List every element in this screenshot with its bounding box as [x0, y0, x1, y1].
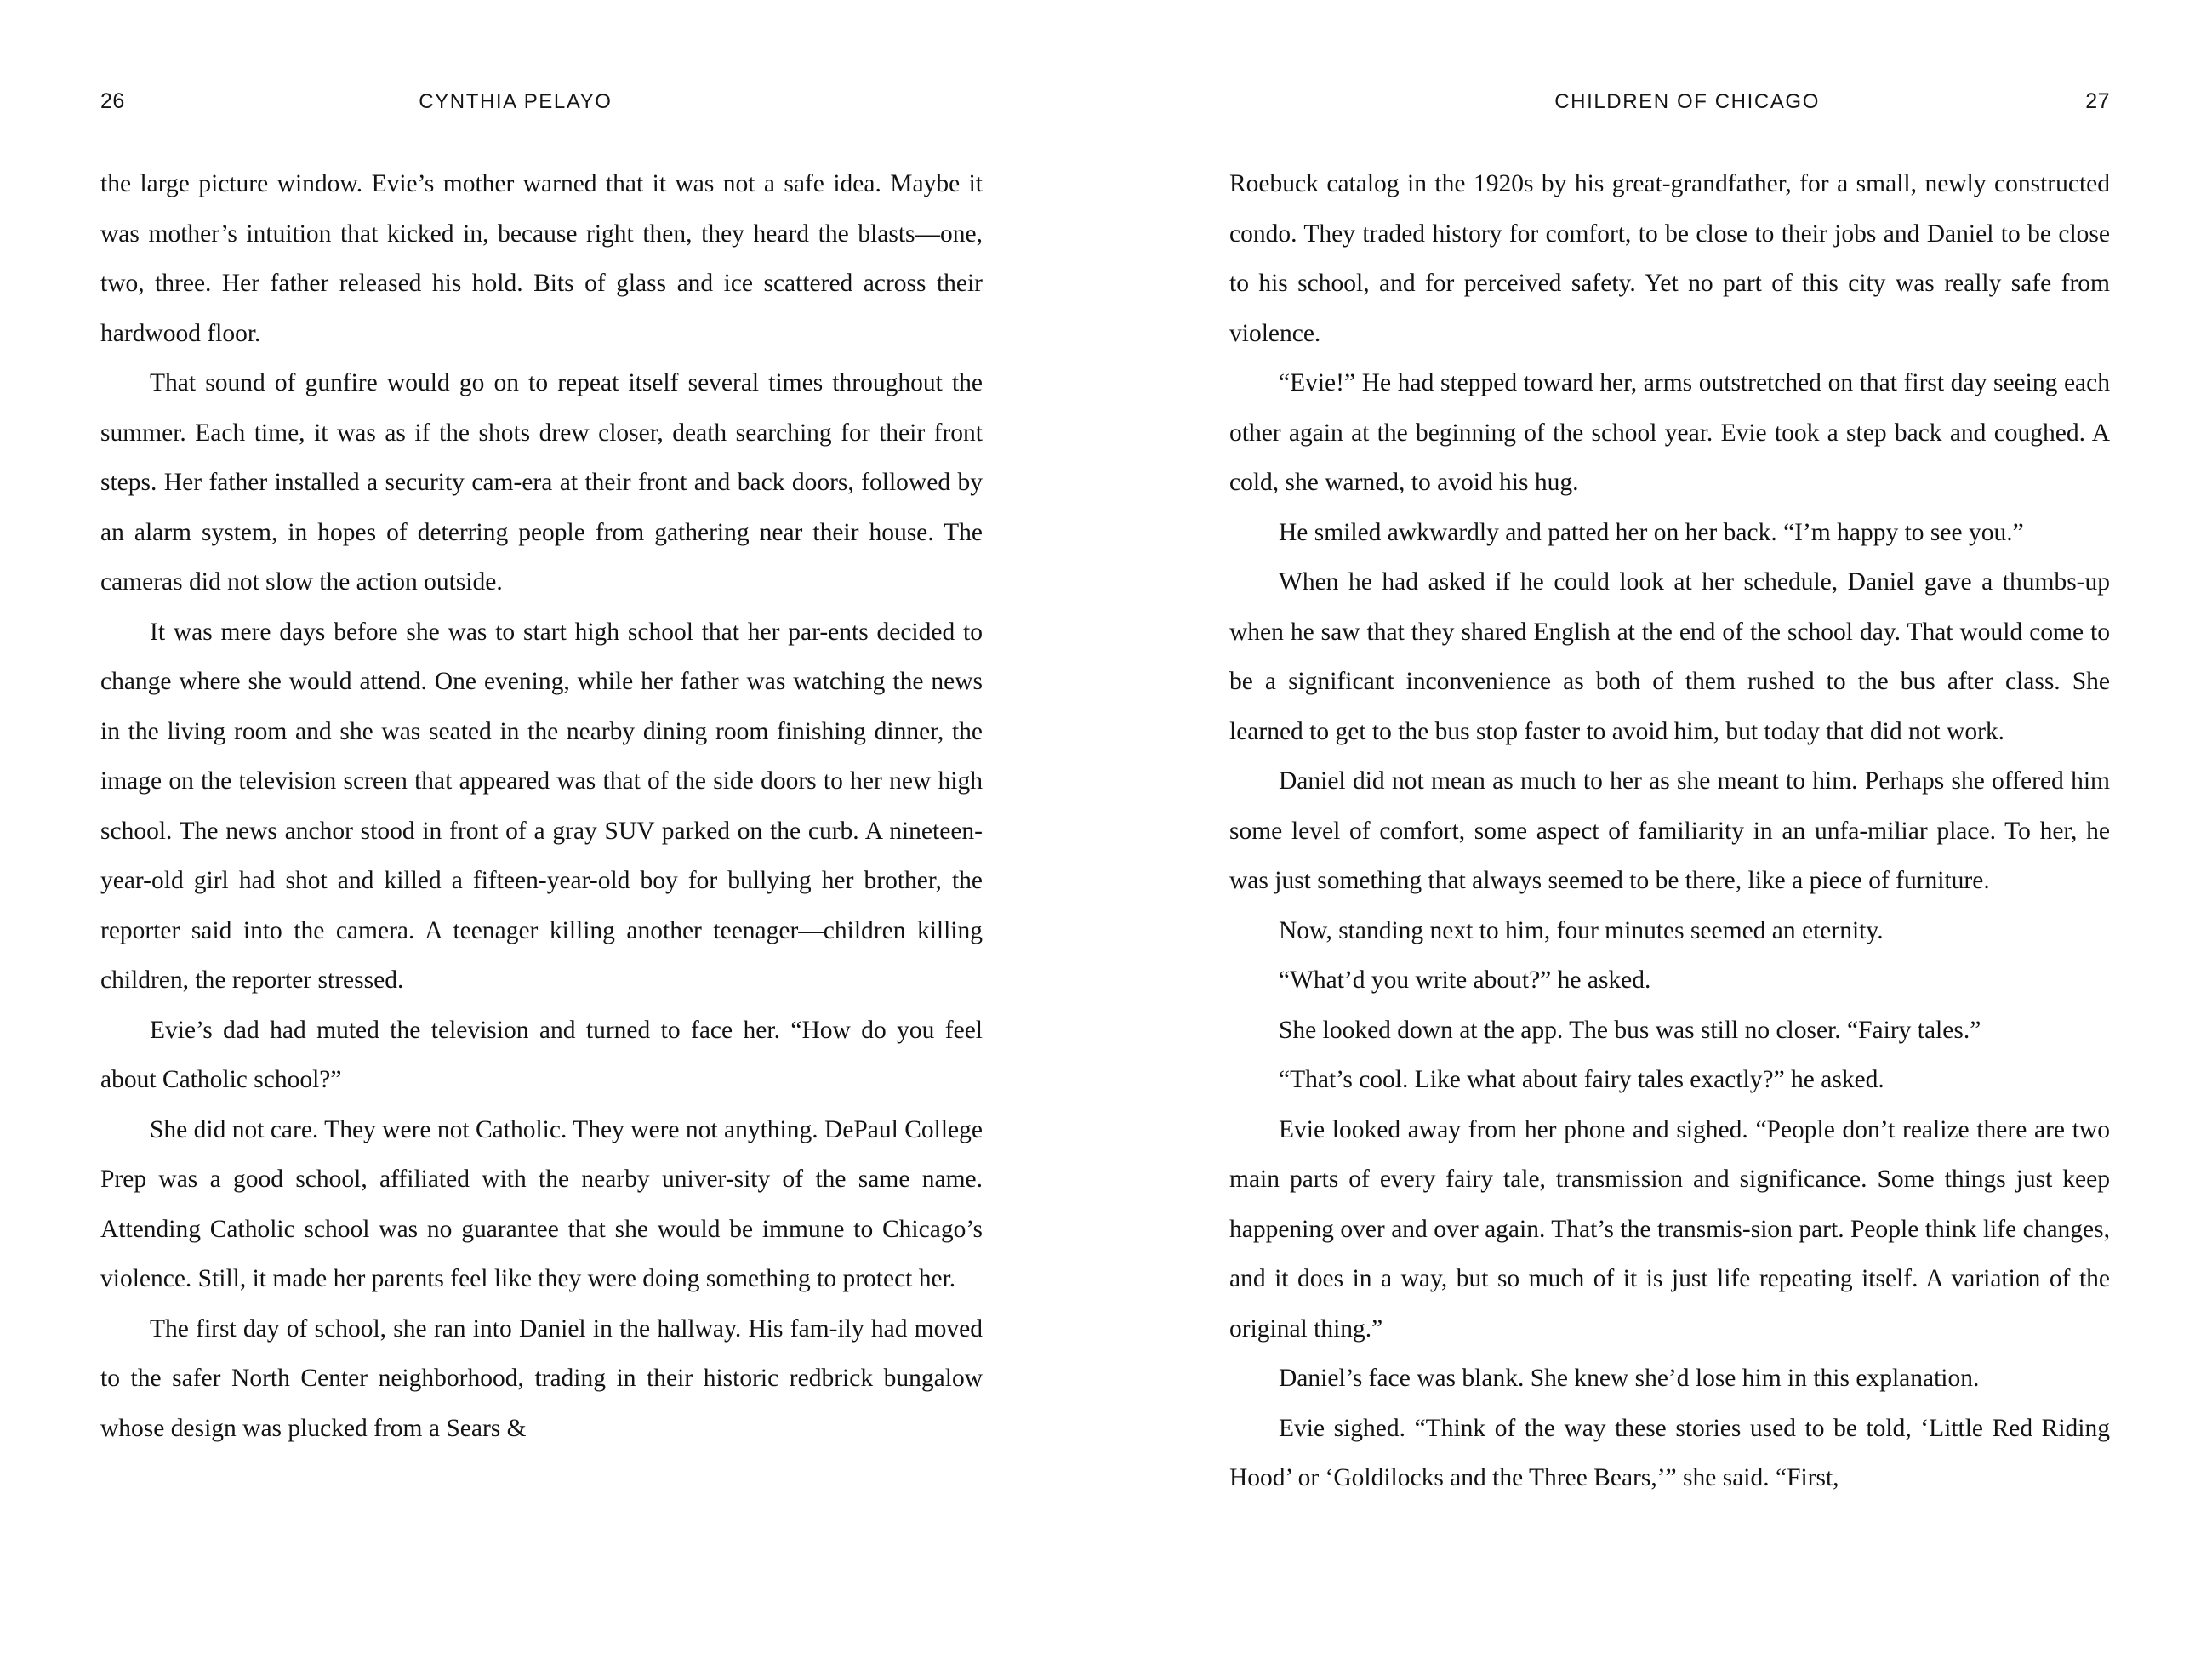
running-head-right — [1229, 89, 2110, 123]
page-body-left — [100, 159, 983, 1453]
paragraph: Now, standing next to him, four minutes seemed an eternity. — [1279, 916, 1884, 944]
paragraph: “What’d you write about?” he asked. — [1279, 966, 1651, 994]
paragraph: That sound of gunfire would go on to repeat itself several times throughout the summer. Each time, it was as if the shots drew closer, death searching for their front steps. Her father installed a security cam-era at their front and back doors, followed by an alarm system, in hopes of deterring people from gathering near their house. The cameras did not slow the action outside. — [100, 369, 983, 596]
book-title-running-head: CHILDREN OF CHICAGO — [1554, 90, 1820, 113]
paragraph: When he had asked if he could look at her schedule, Daniel gave a thumbs-up when he saw that they shared English at the end of the school day. That would come to be a significant inconvenience as both of them rushed to the bus after class. She learned to get to the bus stop faster to avoid him, but today that did not work. — [1229, 568, 2110, 745]
paragraph: She looked down at the app. The bus was still no closer. “Fairy tales.” — [1279, 1016, 1981, 1044]
page-number-left: 26 — [100, 89, 125, 113]
paragraph: Evie sighed. “Think of the way these stories used to be told, ‘Little Red Riding Hood’ or ‘Goldilocks and the Three Bears,’” she said. “First, — [1229, 1414, 2110, 1491]
paragraph: the large picture window. Evie’s mother warned that it was not a safe idea. Maybe it was mother’s intuition that kicked in, because right then, they heard the blasts—one, two, three. Her father released his hold. Bits of glass and ice scattered across their hardwood floor. — [100, 170, 983, 347]
paragraph: He smiled awkwardly and patted her on her back. “I’m happy to see you.” — [1279, 518, 2024, 546]
paragraph: Evie looked away from her phone and sighed. “People don’t realize there are two main parts of every fairy tale, transmission and significance. Some things just keep happening over and over again. That’s the transmis-sion part. People think life changes, and it does in a way, but so much of it is just life repeating itself. A variation of the original thing.” — [1229, 1115, 2110, 1343]
paragraph: “Evie!” He had stepped toward her, arms outstretched on that first day seeing each other again at the beginning of the school year. Evie took a step back and coughed. A cold, she warned, to avoid his hug. — [1229, 369, 2110, 496]
paragraph: Evie’s dad had muted the television and turned to face her. “How do you feel about Catholic school?” — [100, 1016, 983, 1093]
page-number-right: 27 — [2085, 89, 2110, 113]
author-running-head: CYNTHIA PELAYO — [419, 90, 613, 113]
paragraph: The first day of school, she ran into Daniel in the hallway. His fam-ily had moved to the safer North Center neighborhood, trading in their historic redbrick bungalow whose design was plucked from a Sears & — [100, 1314, 983, 1442]
paragraph: Roebuck catalog in the 1920s by his great-grandfather, for a small, newly constructed condo. They traded history for comfort, to be close to their jobs and Daniel to be close to his school, and for perceived safety. Yet no part of this city was really safe from violence. — [1229, 170, 2110, 347]
paragraph: Daniel’s face was blank. She knew she’d lose him in this explanation. — [1279, 1365, 1980, 1392]
page-body-right — [1229, 159, 2110, 1503]
running-head-left — [100, 89, 983, 123]
paragraph: She did not care. They were not Catholic. They were not anything. DePaul College Prep was a good school, affiliated with the nearby univer-sity of the same name. Attending Catholic school was no guarantee that she would be immune to Chicago’s violence. Still, it made her parents feel like they were doing something to protect her. — [100, 1115, 983, 1292]
paragraph: It was mere days before she was to start high school that her par-ents decided to change where she would attend. One evening, while her father was watching the news in the living room and she was seated in the nearby dining room finishing dinner, the image on the television screen that appeared was that of the side doors to her new high school. The news anchor stood in front of a gray SUV parked on the curb. A nineteen-year-old girl had shot and killed a fifteen-year-old boy for bullying her brother, the reporter said into the camera. A teenager killing another teenager—children killing children, the reporter stressed. — [100, 618, 983, 994]
paragraph: “That’s cool. Like what about fairy tales exactly?” he asked. — [1279, 1066, 1884, 1093]
paragraph: Daniel did not mean as much to her as she meant to him. Perhaps she offered him some level of comfort, some aspect of familiarity in an unfa-miliar place. To her, he was just something that always seemed to be there, like a piece of furniture. — [1229, 767, 2110, 894]
page-right — [1106, 0, 2212, 1659]
